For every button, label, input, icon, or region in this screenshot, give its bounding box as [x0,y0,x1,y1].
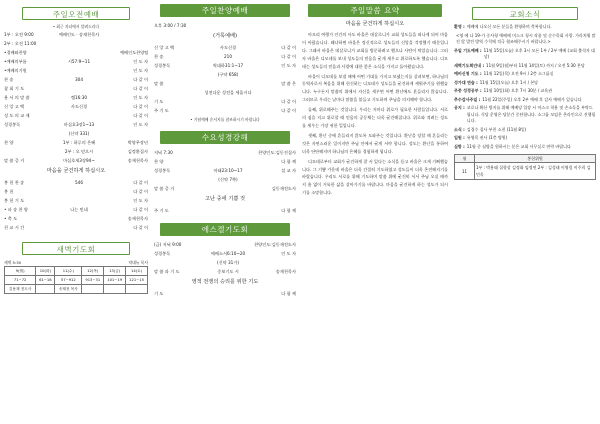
friday-leader: 찬양인도:김동재전도사 [254,242,296,248]
order-label: 성경봉독 [154,251,171,257]
dawn-prayer-time: 새벽 5:30 [4,260,22,266]
afternoon-time: 오후 3:00 / 7:30 [154,23,187,28]
order-label: 1부 : 오전 9:00 [4,32,34,37]
table-header-month: 월 [455,155,475,163]
news-item-label: 심방 : [454,143,465,149]
order-leader: 인 도 자 [133,122,148,127]
prayer-leader-cell [126,285,148,294]
order-row [154,79,296,88]
order-detail: 304 [75,77,83,82]
order-label: 찬 송 [154,54,164,60]
order-label: •경배와찬양 [4,50,27,55]
prayer-ref-cell: 71~72 [5,276,36,285]
order-row [154,70,296,79]
order-leader: 다 같 이 [133,207,148,213]
friday-sermon-title: 영적 전쟁의 승리를 위한 기도 [191,279,259,286]
order-row [4,93,148,102]
order-detail: 중보기도 시 [217,269,239,275]
sermon-summary-body [302,31,448,197]
order-leader: 말 씀 은 [281,81,296,87]
order-row [4,138,148,147]
order-label: • 축 도 [4,216,18,222]
order-label: •예배의기원 [4,68,27,73]
news-item [454,48,596,61]
news-item-label: 입원 : [454,135,465,140]
order-leader: 인 도 자 [133,198,148,204]
prayer-ref-cell: 101~19 [104,276,126,285]
order-row [4,120,148,129]
order-leader: 인 도 자 [133,95,148,100]
order-leader: 김동재전도사 [271,186,296,192]
order-row [154,166,296,175]
order-leader: 다 함 께 [281,291,296,297]
news-item-label: 추수감사주일 : [454,96,481,102]
prayer-ref-cell: 61~18 [36,276,55,285]
afternoon-order-list [154,43,296,115]
order-leader: 송재천목사 [275,269,296,275]
order-leader: 다 같 이 [133,113,148,118]
order-leader: 다 같 이 [133,104,148,109]
order-label: 주 기 도 [154,108,169,114]
news-item-label: 주중 성경공부 : [454,88,482,93]
order-label: 2부 : 오전 11:00 [4,41,37,46]
sermon-paragraph: 셋째, 환난 중에 흔들리지 않도록 도와주는 것입니다. 환난을 당할 때 흔들리는 것은 자연스러운 일이지만 주님 안에서 굳게 서야 합니다. 성도는 환난을 통하여 더욱 단단해지며 하나님의 은혜를 경험하게 됩니다. [302,132,448,154]
order-detail: 시57:9~11 [67,59,91,64]
table-header-committee: 봉헌위원 [475,155,596,163]
order-label: • 파 송 찬 양 [4,207,28,213]
order-leader: 인 도 자 [281,63,296,69]
prayer-ref-cell: 121~15 [126,276,148,285]
order-label: 찬 양 [4,140,14,145]
afternoon-note: • 기념예배 순서지를 참조하시기 바랍니다 [190,117,260,123]
order-label: 성경봉독 [154,168,171,174]
order-label: 봉 헌 찬 송 [4,180,25,186]
dawn-prayer-header: 새벽기도회 [22,242,130,255]
order-row [154,88,296,97]
morning-note: • 최근 자녀에서 알려드리다 [52,24,100,29]
order-leader: 송재천목사 [127,216,148,222]
order-detail: 사도신경 [219,45,237,51]
news-item-label: 예비신청 기도 : [454,71,482,76]
prayer-day-cell: 13(금) [104,267,126,276]
news-item-text: 11월 9일(월)부터 11월 14일(토) 까지 / 오전 5:30 본당 [486,62,585,68]
news-item [454,97,596,104]
afternoon-worship-header: 주일찬양예배 [160,4,290,17]
news-item [454,88,596,95]
order-detail: 나는 믿네 [70,207,88,213]
news-item-label: 환영 : [454,24,465,29]
prayer-leader-cell [82,285,104,294]
news-item-text: 11월 15일(오늘) 오후 1시 / 본당 [479,79,539,85]
order-label: 성경봉독 [4,122,21,127]
friday-time: (금) 저녁 9:00 [154,242,182,248]
order-leader: 예배인도찬양팀 [120,50,148,55]
news-item-text: 김경수 집사 부친 소천 (11월 8일) [466,126,527,132]
order-label: 신 앙 고 백 [154,45,175,51]
order-label: 찬 양 [154,159,164,165]
order-row [154,97,296,106]
order-detail: 마태23:10~17 [213,168,243,174]
order-detail: 렘16:30 [70,95,88,100]
news-item [454,105,596,125]
order-row [4,196,148,205]
morning-worship-header: 주일오전예배 [22,7,130,20]
order-row [154,206,296,215]
order-row [154,106,296,115]
order-detail: 546 [75,180,83,186]
order-row [154,43,296,52]
wednesday-order-list [154,157,296,193]
wednesday-header: 수요성경강해 [160,131,290,144]
wednesday-sermon-title: 고난 중에 기쁨 것 [204,196,246,203]
morning-order-list-2 [4,178,148,232]
morning-order-list [4,30,148,165]
order-leader: 인 도 자 [133,59,148,64]
order-row [154,289,296,298]
sermon-paragraph: 디모데로부터 교회가 굳건하게 잘 서 있다는 소식을 듣고 바울은 크게 기뻐했습니다. 그 기쁨 가운데 바울은 더욱 간절히 기도하였고 성도들이 더욱 온전해지기를 바랐습니다. 우리도 서로를 위해 기도하며 말씀 위에 굳건히 서서 주님 오실 때까지 흠 없이 거룩한 삶을 살아가기를 바랍니다. 마음을 굳건하게 하는 성도가 되시기를 소망합니다. [302,158,448,196]
column-morning-worship [4,4,148,420]
column-sermon-summary [302,4,448,420]
prayer-day-cell: 10(화) [36,267,55,276]
column-afternoon-worship [154,4,296,420]
order-leader: 다 같 이 [133,180,148,186]
order-detail: (신약 331) [68,131,90,136]
prayer-leader-cell [104,285,126,294]
news-item [454,63,596,70]
news-item-label: 주일 기도예배 : [454,47,482,53]
order-leader: 다 같 이 [133,225,148,231]
order-row [4,30,148,39]
table-row [455,163,596,180]
order-label: 참 회 기 도 [4,86,25,91]
order-row [154,52,296,61]
prayer-day-cell: 9(월) [5,267,36,276]
order-row [4,187,148,196]
order-row [4,205,148,214]
sermon-paragraph: 바울이 디모데를 보낼 때에 어떤 기대를 가지고 보냈는지를 살펴보면, 하나님의 동역자로서 복음을 위해 헌신하는 디모데가 성도들을 굳건하게 세워주기를 원했습니다. 누구든지 말씀의 위에서 자신을 세우면 어떤 환난에도 흔들리지 않습니다. 그러므로 우리는 날마다 말씀을 붙들고 기도하며 주님을 의지해야 합니다. [302,73,448,103]
order-row [4,102,148,111]
order-leader: 다 함 께 [281,159,296,165]
order-detail: 예배인도 · 송재천목사 [58,32,100,37]
order-detail: 210 [224,54,232,60]
order-detail: (구약 658) [217,72,239,78]
news-item-text: 코로나 확산 방지를 위해 예배당 입장 시 마스크 착용 및 손소독을 부탁드립니다. 식당 운영은 당분간 중단합니다. 소그룹 모임은 온라인으로 진행됩니다. [466,105,596,123]
order-label: 용 서 의 말 씀 [4,95,30,100]
order-row [154,258,296,267]
order-row [4,66,148,75]
table-cell-month: 11 [455,163,475,180]
sermon-summary-header: 주일말씀 요약 [308,4,442,17]
order-row [4,223,148,232]
dawn-prayer-leader: 약대뉴 목사 [128,260,148,266]
prayer-ref-cell: 913~31 [82,276,104,285]
prayer-day-cell: 14(토) [126,267,148,276]
afternoon-subtitle: (거룩예배) [212,33,238,39]
order-leader: 다 같 이 [281,108,296,114]
order-leader: 다 같 이 [133,86,148,91]
news-item-text: <영 에 나 19-가 중사형 예배에 머스크 청시 작품 및 순수목회 사랑. 가라치워 많진 않 발전 방역 수칙에 적극 협조해주시기 바랍니다.> [456,32,596,44]
sermon-paragraph: 아모리 여행가 인간의 사도 바울은 데살로니가 교회 성도들을 떠나게 되어 마음이 아팠습니다. 왜냐하면 바울은 정신적으로 성도들의 신앙을 걱정했기 때문입니다. 그래서 바울은 데살로니가 교회를 방문하려고 했으나 사탄이 막았습니다. 그러자 바울은 디모데를 보내 성도들의 믿음을 굳게 세우고 위로하도록 했습니다. 디모데는 성도들의 믿음과 사랑에 대한 좋은 소식을 가지고 돌아왔습니다. [302,32,448,69]
news-item [454,33,596,46]
news-item-text: 11월 중 심방을 원하시는 분은 교회 사무실로 연락 바랍니다 [466,143,571,149]
friday-order-list-2 [154,289,296,298]
order-leader: 김정환집사 [127,149,148,154]
order-detail: 역대하31:1~17 [212,63,244,69]
order-row [4,178,148,187]
news-item-label: 새벽기도회안내 : [454,62,485,68]
order-detail: 마십호제3장94~ [63,158,95,163]
table-cell-names: 1부 : 박용래 집향상 김정화 임정연 2부 : 김성태 이영림 이주희 김민욱 [475,163,596,180]
order-row [4,39,148,48]
wednesday-order-list-2 [154,206,296,215]
order-label: 친 교 시 간 [4,225,25,231]
sermon-paragraph: 둘째, 위로해주는 것입니다. 우리는 저마다 위로가 필요한 사람들입니다. 서로의 짐을 지고 위로할 때 믿음의 공동체는 더욱 굳건해집니다. 위로와 격려는 성도를 세우는 가장 귀한 일입니다. [302,107,448,128]
order-leader: 송재천목사 [127,158,148,163]
news-item-label: 공지 : [454,105,465,110]
wednesday-time: 저녁 7:30 [154,150,173,156]
church-news-header: 교회소식 [472,7,578,20]
order-detail: 에베소서6:10~20 [210,251,246,257]
order-row [4,48,148,57]
order-leader: 박양무장년 [127,140,148,145]
prayer-ref-cell: 57~912 [55,276,82,285]
order-detail: (신약 7쪽) [218,177,238,183]
news-item [454,135,596,142]
order-row [4,57,148,66]
order-leader: 인 도 자 [281,251,296,257]
order-label: 성경봉독 [154,63,171,69]
order-row [4,129,148,138]
order-label: •예배의부름 [4,59,27,64]
friday-header: 에스겔기도회 [160,223,290,236]
order-leader: 다 같 이 [133,77,148,82]
news-item-text: 11월 15일(오늘) 오후 3시 모든 1부 / 2부 예배 (교회 출석자 대상) [483,47,595,59]
order-detail: 1부 : 하루의 은혜 [62,140,96,145]
order-row [4,75,148,84]
order-leader: 다 같 이 [133,189,148,195]
sermon-summary-title: 마음을 굳건하게 하십시오 [345,21,405,27]
wednesday-leader: 찬양인도:김동진집사 [258,150,296,156]
prayer-leader-cell: 송재천 목사 [55,285,82,294]
order-row [4,214,148,223]
news-item-label: 성가대 연습 : [454,79,478,85]
order-label: 말 씀 증 거 [4,158,25,163]
order-detail: 마십호3장1~13 [63,122,95,127]
news-item [454,24,596,31]
news-item-label: 소식 : [454,126,465,132]
news-item-text: 11월 10일(화) 오후 7시 30분 / 교육관 [483,88,553,93]
order-row [154,175,296,184]
order-row [4,147,148,156]
offering-committee-table [454,154,596,180]
news-item-text: 예배에 나오신 모든 분들을 환영하며 축복합니다. [466,24,552,29]
order-detail: 사도신경 [70,104,88,109]
prayer-leader-cell: 김용재 전도사 [5,285,36,294]
news-item-text: 11월 22일(주일) 오후 2부 예배 후 감사 예배가 있습니다 [482,96,582,102]
prayer-leader-cell [36,285,55,294]
order-leader: 다 같 이 [281,45,296,51]
order-detail: (신약 31가) [216,260,240,266]
order-row [154,157,296,166]
news-item [454,80,596,87]
news-item-text: 유영목 권사 (1층 병원) [466,135,508,140]
news-item [454,71,596,78]
order-label: 말 씀 증 거 [154,186,175,192]
sermon-title: 마음을 굳건하게 하십시오 [46,168,106,174]
order-row [154,267,296,276]
order-detail: 2부 : 오 믿으시 [64,149,94,154]
order-label: 성 도 의 교 제 [4,113,30,118]
order-leader: 인 도 자 [133,68,148,73]
order-label: 기 도 [154,99,164,105]
order-label: 말 씀 [154,81,164,87]
order-leader: 다 같 이 [281,99,296,105]
prayer-day-cell: 11(수) [55,267,82,276]
order-label: 찬 송 [4,77,14,82]
order-row [154,184,296,193]
column-church-news [454,4,596,420]
order-row [4,156,148,165]
order-label: 말 씀 과 기 도 [154,269,180,275]
news-item [454,127,596,134]
friday-order-list [154,249,296,276]
order-leader: 설 교 자 [281,168,296,174]
order-label: 주 기 도 [154,208,169,214]
order-label: 봉 헌 기 도 [4,198,25,204]
order-row [4,84,148,93]
order-label: 봉 헌 [4,189,14,195]
order-detail: 성전다운 성전을 세웁시다 [204,90,252,96]
church-news-list [454,24,596,150]
order-row [4,111,148,120]
prayer-day-cell: 12(목) [82,267,104,276]
order-label: 신 앙 고 백 [4,104,25,109]
news-item [454,144,596,151]
dawn-prayer-table [4,266,148,294]
order-leader: 다 같 이 [281,54,296,60]
order-row [154,61,296,70]
order-leader: 다 함 께 [281,208,296,214]
order-row [154,249,296,258]
order-label: 기 도 [154,291,164,297]
news-item-text: 11월 12일(목) 오전 9시 / 2층 소그룹실 [483,71,554,76]
